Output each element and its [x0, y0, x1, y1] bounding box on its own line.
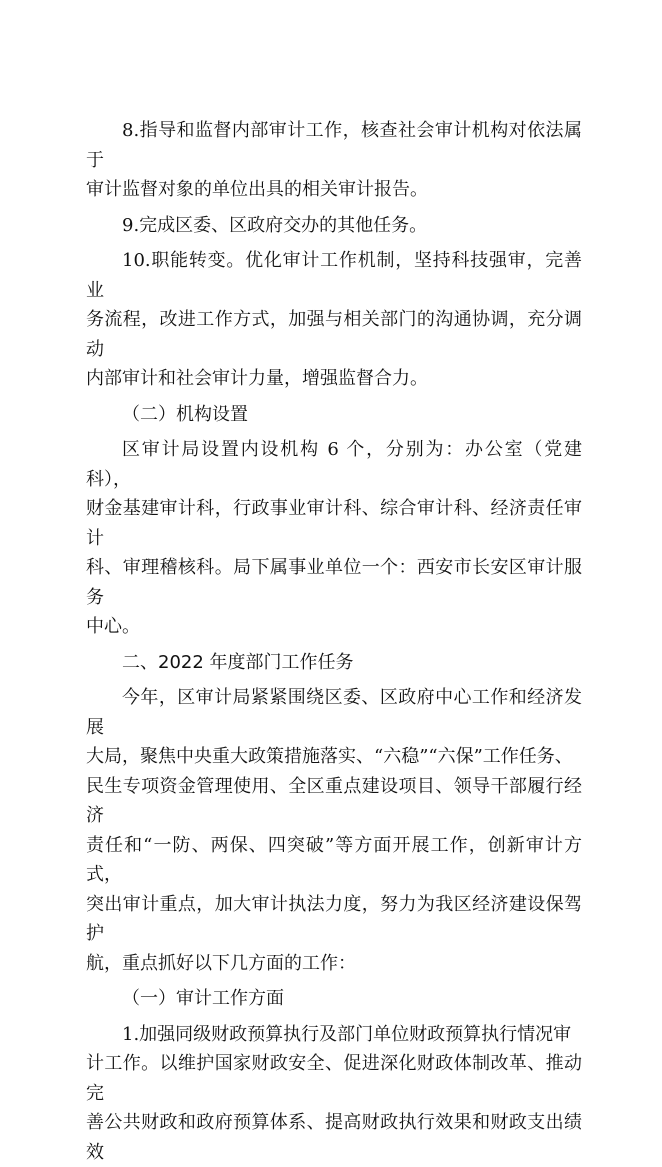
subheading-audit-work: （一）审计工作方面 [86, 984, 582, 1014]
subheading-org-setup: （二）机构设置 [86, 400, 582, 430]
paragraph-org-structure: 区审计局设置内设机构 6 个，分别为：办公室（党建科）， 财金基建审计科，行政事业审计科、综合审计科、经济责任审计 科、审理稽核科。局下属事业单位一个：西安市长安区审计服务 中心。 [86, 435, 582, 642]
section-heading-2022-tasks: 二、2022 年度部门工作任务 [86, 648, 582, 678]
paragraph-tasks-overview: 今年，区审计局紧紧围绕区委、区政府中心工作和经济发展 大局，聚焦中央重大政策措施落实、“六稳”“六保”工作任务、 民生专项资金管理使用、全区重点建设项目、领导干部履行经济 责任和“一防、两保、四突破”等方面开展工作，创新审计方式， 突出审计重点，加大审计执法力度，努力为我区经济建设保驾护 航，重点抓好以下几方面的工作： [86, 683, 582, 978]
paragraph-item-8: 8.指导和监督内部审计工作，核查社会审计机构对依法属于 审计监督对象的单位出具的相关审计报告。 [86, 116, 582, 205]
document-body [86, 116, 582, 1167]
paragraph-item-10: 10.职能转变。优化审计工作机制，坚持科技强审，完善业 务流程，改进工作方式，加强与相关部门的沟通协调，充分调动 内部审计和社会审计力量，增强监督合力。 [86, 246, 582, 394]
paragraph-task-1: 1.加强同级财政预算执行及部门单位财政预算执行情况审 计工作。以维护国家财政安全、促进深化财政体制改革、推动完 善公共财政和政府预算体系、提高财政执行效果和财政支出绩效 [86, 1020, 582, 1167]
paragraph-item-9: 9.完成区委、区政府交办的其他任务。 [86, 211, 582, 241]
